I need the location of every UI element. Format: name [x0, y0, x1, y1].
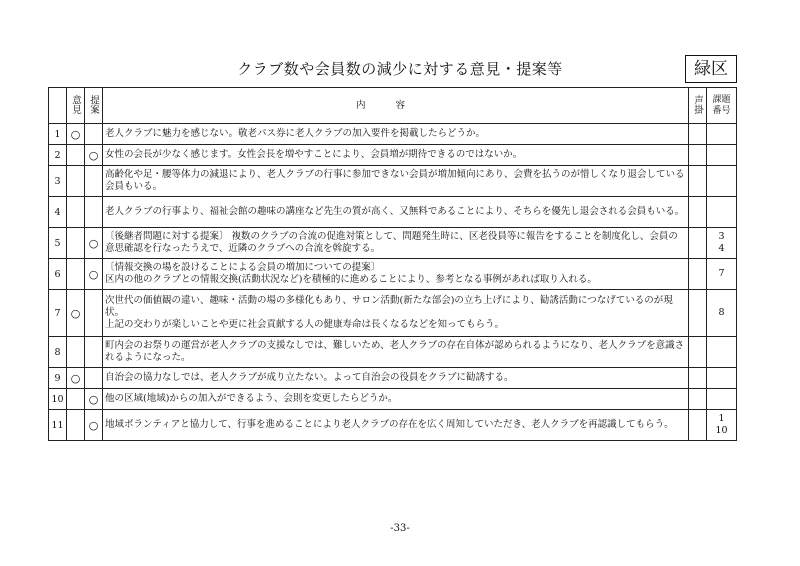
voice-mark — [689, 337, 707, 368]
opinion-mark: ○ — [67, 290, 85, 337]
voice-mark — [689, 368, 707, 389]
table-row — [49, 124, 737, 145]
header-task: 課題番号 — [707, 88, 737, 124]
row-content — [103, 259, 689, 290]
row-number: 6 — [49, 259, 67, 290]
content-line: 高齢化や足・腰等体力の減退により、老人クラブの行事に参加できない会員が増加傾向にあり、会費を払うのが惜しくなり退会している会員もいる。 — [105, 169, 685, 192]
opinion-mark — [67, 410, 85, 441]
task-number — [707, 368, 737, 389]
content-line: 〔後継者問題に対する提案〕 複数のクラブの合流の促進対策として、問題発生時に、区老役員等に報告をすることを制度化し、会員の意思確認を行なったうえで、近隣のクラブへの合流を斡旋する。 — [105, 231, 678, 254]
table-row — [49, 259, 737, 290]
row-content — [103, 166, 689, 197]
opinion-mark — [67, 145, 85, 166]
task-number: 1 10 — [707, 410, 737, 441]
table-row — [49, 166, 737, 197]
voice-mark — [689, 145, 707, 166]
table-row — [49, 368, 737, 389]
row-content — [103, 197, 689, 228]
task-number: 8 — [707, 290, 737, 337]
page-number: -33- — [390, 523, 410, 534]
table-row — [49, 389, 737, 410]
opinion-mark — [67, 166, 85, 197]
header-no — [49, 88, 67, 124]
content-line: 老人クラブに魅力を感じない。敬老パス券に老人クラブの加入要件を掲載したらどうか。 — [105, 128, 486, 139]
voice-mark — [689, 124, 707, 145]
opinion-mark: ○ — [67, 368, 85, 389]
content-line: 上記の交わりが楽しいことや更に社会貢献する人の健康寿命は長くなるなどを知ってもらう。 — [105, 319, 505, 330]
header-proposal: 提案 — [85, 88, 103, 124]
opinion-mark: ○ — [67, 124, 85, 145]
row-number: 2 — [49, 145, 67, 166]
proposal-mark: ○ — [85, 145, 103, 166]
table-row — [49, 228, 737, 259]
content-line: 〔情報交換の場を設けることによる会員の増加についての提案〕 — [105, 262, 381, 273]
row-number: 11 — [49, 410, 67, 441]
table-header-row — [49, 88, 737, 124]
task-number: 3 4 — [707, 228, 737, 259]
page-title: クラブ数や会員数の減少に対する意見・提案等 — [237, 60, 563, 78]
voice-mark — [689, 197, 707, 228]
table-row — [49, 197, 737, 228]
content-line: 地域ボランティアと協力して、行事を進めることにより老人クラブの存在を広く周知していただき、老人クラブを再認識してもらう。 — [105, 419, 674, 430]
proposal-mark: ○ — [85, 228, 103, 259]
content-line: 女性の会長が少なく感じます。女性会長を増やすことにより、会員増が期待できるのではないか。 — [105, 149, 523, 160]
task-number — [707, 124, 737, 145]
row-content — [103, 228, 689, 259]
table-row — [49, 290, 737, 337]
proposal-mark — [85, 337, 103, 368]
row-number: 5 — [49, 228, 67, 259]
row-content — [103, 389, 689, 410]
content-line: 自治会の協力なしでは、老人クラブが成り立たない。よって自治会の役員をクラブに勧誘する。 — [105, 372, 514, 383]
table-row — [49, 145, 737, 166]
voice-mark — [689, 290, 707, 337]
voice-mark — [689, 410, 707, 441]
row-number: 4 — [49, 197, 67, 228]
task-number — [707, 145, 737, 166]
voice-mark — [689, 259, 707, 290]
row-number: 9 — [49, 368, 67, 389]
row-number: 3 — [49, 166, 67, 197]
row-number: 10 — [49, 389, 67, 410]
opinions-table — [48, 87, 737, 441]
proposal-mark — [85, 124, 103, 145]
task-number — [707, 337, 737, 368]
proposal-mark: ○ — [85, 259, 103, 290]
content-line: 老人クラブの行事より、福祉会館の趣味の講座など先生の質が高く、又無料であることにより、そちらを優先し退会される会員もいる。 — [105, 206, 685, 217]
header-voice: 声掛 — [689, 88, 707, 124]
header-opinion: 意見 — [67, 88, 85, 124]
row-number: 7 — [49, 290, 67, 337]
row-content — [103, 290, 689, 337]
content-line: 次世代の価値観の違い、趣味・活動の場の多様化もあり、サロン活動(新たな部会)の立ち上げにより、勧誘活動につなげているのが現状。 — [105, 295, 673, 318]
row-number: 8 — [49, 337, 67, 368]
row-content — [103, 145, 689, 166]
table-row — [49, 410, 737, 441]
proposal-mark — [85, 368, 103, 389]
header-content: 内容 — [103, 88, 689, 124]
row-content — [103, 410, 689, 441]
voice-mark — [689, 389, 707, 410]
content-line: 区内の他のクラブとの情報交換(活動状況など)を積極的に進めることにより、参考となる事例があれば取り入れる。 — [105, 274, 597, 285]
ward-label: 緑区 — [685, 55, 737, 83]
content-line: 他の区域(地域)からの加入ができるよう、会則を変更したらどうか。 — [105, 393, 398, 404]
proposal-mark — [85, 197, 103, 228]
row-content — [103, 124, 689, 145]
opinion-mark — [67, 197, 85, 228]
proposal-mark: ○ — [85, 410, 103, 441]
row-number: 1 — [49, 124, 67, 145]
opinion-mark — [67, 337, 85, 368]
voice-mark — [689, 166, 707, 197]
task-number — [707, 197, 737, 228]
proposal-mark: ○ — [85, 389, 103, 410]
task-number — [707, 166, 737, 197]
opinion-mark — [67, 228, 85, 259]
opinion-mark — [67, 259, 85, 290]
table-row — [49, 337, 737, 368]
task-number: 7 — [707, 259, 737, 290]
content-line: 町内会のお祭りの運営が老人クラブの支援なしでは、難しいため、老人クラブの存在自体が認められるようになり、老人クラブを意識されるようになった。 — [105, 340, 685, 363]
voice-mark — [689, 228, 707, 259]
proposal-mark — [85, 166, 103, 197]
row-content — [103, 337, 689, 368]
opinion-mark — [67, 389, 85, 410]
proposal-mark — [85, 290, 103, 337]
row-content — [103, 368, 689, 389]
task-number — [707, 389, 737, 410]
